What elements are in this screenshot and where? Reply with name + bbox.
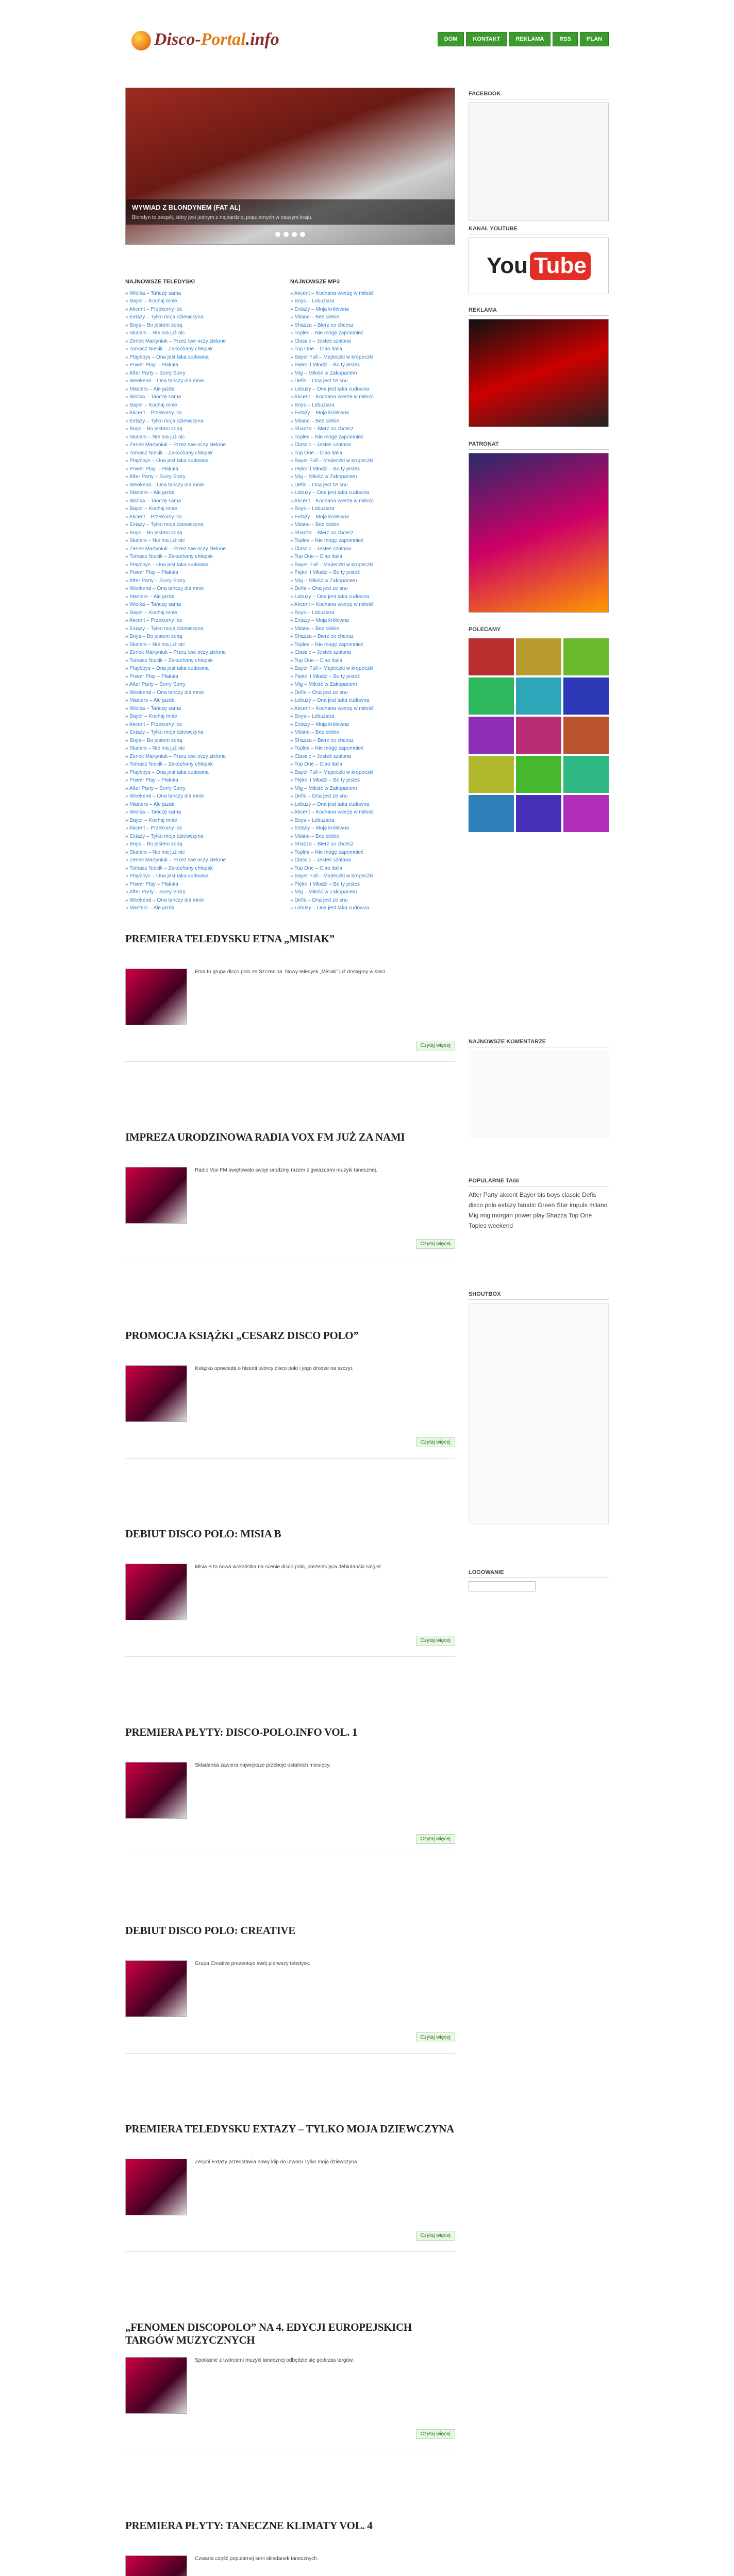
- song-link[interactable]: » Top One – Ciao italia: [290, 450, 342, 456]
- post-title[interactable]: PROMOCJA KSIĄŻKI „CESARZ DISCO POLO”: [125, 1329, 359, 1342]
- post-title[interactable]: IMPREZA URODZINOWA RADIA VOX FM JUŻ ZA NAMI: [125, 1131, 405, 1143]
- song-link[interactable]: » Power Play – Płakała: [125, 777, 178, 783]
- song-link[interactable]: » Bayer Full – Majteczki w kropeczki: [290, 562, 374, 568]
- song-link[interactable]: » After Party – Sorry Sorry: [125, 474, 186, 480]
- song-link[interactable]: » Akcent – Przekorny los: [125, 410, 182, 416]
- post-excerpt: Składanka zawiera największe przeboje ostatnich miesięcy.: [195, 1762, 331, 1768]
- song-link[interactable]: » Milano – Bez ciebie: [290, 625, 340, 632]
- song-link[interactable]: » Defis – Ona jest ze snu: [290, 897, 348, 903]
- comments-list: [469, 1050, 609, 1138]
- song-link[interactable]: » Wiolka – Tańczę sama: [125, 705, 181, 711]
- post-thumbnail[interactable]: [125, 969, 187, 1025]
- post-excerpt: Czwarta część popularnej serii składanek tanecznych.: [195, 2556, 319, 2562]
- post-thumbnail[interactable]: [125, 1960, 187, 2017]
- post-divider: [125, 1656, 455, 1657]
- song-link[interactable]: » Top One – Ciao italia: [290, 865, 342, 871]
- song-link[interactable]: » Akcent – Kochana wierzę w miłość: [290, 809, 374, 815]
- song-link[interactable]: » Shazza – Bierz co chcesz: [290, 530, 354, 536]
- album-cover[interactable]: [563, 795, 609, 832]
- song-link[interactable]: » Playboys – Ona jest taka cudowna: [125, 873, 209, 879]
- post-divider: [125, 2251, 455, 2252]
- read-more-button[interactable]: Czytaj więcej: [416, 1041, 455, 1050]
- song-link[interactable]: » Akcent – Przekorny los: [125, 306, 182, 312]
- song-link[interactable]: » Shazza – Bierz co chcesz: [290, 737, 354, 743]
- post-excerpt: Radio Vox FM świętowało swoje urodziny razem z gwiazdami muzyki tanecznej.: [195, 1167, 378, 1173]
- post-title[interactable]: „FENOMEN DISCOPOLO” NA 4. EDYCJI EUROPEJSKICH TARGÓW MUZYCZNYCH: [125, 2321, 412, 2346]
- song-link[interactable]: » Boys – Łobuziara: [290, 714, 335, 719]
- recommended-widget: POLECAMY: [469, 623, 609, 832]
- song-link[interactable]: » Power Play – Płakała: [125, 881, 178, 887]
- song-link[interactable]: » Shazza – Bierz co chcesz: [290, 634, 354, 639]
- song-link[interactable]: » Łobuzy – Ona jest taka cudowna: [290, 594, 370, 600]
- song-link[interactable]: » Weekend – Ona tańczy dla mnie: [125, 793, 204, 799]
- post-card: [125, 2123, 455, 2308]
- song-link[interactable]: » Masters – Ale jazda: [125, 490, 175, 496]
- song-link[interactable]: » Skalars – Nie ma już nic: [125, 538, 185, 544]
- song-link[interactable]: » Tomasz Niecik – Zakochany chłopak: [125, 346, 213, 352]
- post-card: [125, 1726, 455, 1911]
- shoutbox-widget: SHOUTBOX: [469, 1288, 609, 1524]
- song-link[interactable]: » After Party – Sorry Sorry: [125, 682, 186, 687]
- song-link[interactable]: » Akcent – Kochana wierzę w miłość: [290, 498, 374, 504]
- song-link[interactable]: » Top One – Ciao italia: [290, 657, 342, 664]
- song-link[interactable]: » Playboys – Ona jest taka cudowna: [125, 666, 209, 671]
- read-more-button[interactable]: Czytaj więcej: [416, 1834, 455, 1844]
- song-link[interactable]: » Classic – Jesteś szalona: [290, 650, 351, 655]
- song-link[interactable]: » Defis – Ona jest ze snu: [290, 793, 348, 799]
- song-link[interactable]: » Bayer – Kochaj mnie: [125, 817, 177, 823]
- nav-plan[interactable]: PLAN: [580, 32, 609, 46]
- post-divider: [125, 1458, 455, 1459]
- read-more-button[interactable]: Czytaj więcej: [416, 1437, 455, 1447]
- song-link[interactable]: » Top One – Ciao italia: [290, 346, 342, 352]
- song-link[interactable]: » Zenek Martyniuk – Przez twe oczy zielone: [125, 338, 226, 344]
- song-link[interactable]: » Classic – Jesteś szalona: [290, 546, 351, 552]
- album-cover[interactable]: [469, 677, 514, 715]
- post-card: [125, 2519, 455, 2576]
- album-cover[interactable]: [469, 756, 514, 793]
- song-link[interactable]: » Skalars – Nie ma już nic: [125, 330, 185, 336]
- song-link[interactable]: » Extazy – Moja królewna: [290, 514, 349, 520]
- nav-rss[interactable]: RSS: [553, 32, 578, 46]
- post-card: [125, 1924, 455, 2110]
- song-link[interactable]: » Boys – Bo jestem sobą: [125, 322, 182, 328]
- song-link[interactable]: » Playboys – Ona jest taka cudowna: [125, 562, 209, 568]
- song-link[interactable]: » Bayer – Kochaj mnie: [125, 298, 177, 304]
- album-cover[interactable]: [516, 638, 561, 675]
- read-more-button[interactable]: Czytaj więcej: [416, 1239, 455, 1249]
- post-excerpt: Misia B to nowa wokalistka na scenie disco polo, prezentująca debiutancki singiel.: [195, 1564, 382, 1570]
- song-link[interactable]: » Weekend – Ona tańczy dla mnie: [125, 482, 204, 488]
- song-link[interactable]: » Masters – Ale jazda: [125, 801, 175, 807]
- ad-widget: REKLAMA: [469, 304, 609, 427]
- post-thumbnail[interactable]: [125, 2159, 187, 2215]
- facebook-box[interactable]: [469, 103, 609, 221]
- song-link[interactable]: » Extazy – Tylko moja dziewczyna: [125, 730, 204, 735]
- song-link[interactable]: » Weekend – Ona tańczy dla mnie: [125, 586, 204, 591]
- song-link[interactable]: » Extazy – Moja królewna: [290, 410, 349, 416]
- song-link[interactable]: » Playboys – Ona jest taka cudowna: [125, 354, 209, 360]
- song-link[interactable]: » Boys – Łobuziara: [290, 402, 335, 408]
- song-link[interactable]: » Shazza – Bierz co chcesz: [290, 322, 354, 328]
- song-link[interactable]: » Classic – Jesteś szalona: [290, 442, 351, 448]
- nav-home[interactable]: DOM: [438, 32, 464, 46]
- song-link[interactable]: » Top One – Ciao italia: [290, 761, 342, 767]
- song-link[interactable]: » Mig – Miłość w Zakopanem: [290, 682, 357, 687]
- song-link[interactable]: » Milano – Bez ciebie: [290, 418, 340, 424]
- song-link[interactable]: » Skalars – Nie ma już nic: [125, 434, 185, 440]
- facebook-widget: FACEBOOK: [469, 88, 609, 221]
- song-link[interactable]: » Mig – Miłość w Zakopanem: [290, 785, 357, 791]
- song-link[interactable]: » Tomasz Niecik – Zakochany chłopak: [125, 450, 213, 456]
- song-link[interactable]: » Extazy – Tylko moja dziewczyna: [125, 625, 204, 632]
- song-link[interactable]: » Classic – Jesteś szalona: [290, 338, 351, 344]
- song-link[interactable]: » Extazy – Moja królewna: [290, 825, 349, 831]
- post-excerpt: Spotkanie z twórcami muzyki tanecznej odbędzie się podczas targów.: [195, 2358, 354, 2363]
- slider-dot[interactable]: [275, 232, 280, 237]
- song-link[interactable]: » Piękni i Młodzi – Bo ty jesteś: [290, 777, 360, 783]
- song-link[interactable]: » Extazy – Tylko moja dziewczyna: [125, 418, 204, 424]
- song-link[interactable]: » Masters – Ale jazda: [125, 594, 175, 600]
- song-link[interactable]: » Power Play – Płakała: [125, 673, 178, 680]
- song-link[interactable]: » Toples – Nie mogę zapomnieć: [290, 434, 364, 440]
- youtube-logo[interactable]: You Tube: [469, 238, 609, 294]
- post-excerpt: Książka opowiada o historii twórcy disco polo i jego drodze na szczyt.: [195, 1366, 354, 1371]
- song-link[interactable]: » Top One – Ciao italia: [290, 554, 342, 560]
- logo-disc-icon: [131, 31, 151, 50]
- slider-dot[interactable]: [300, 232, 305, 237]
- song-link[interactable]: » Power Play – Płakała: [125, 570, 178, 575]
- song-link[interactable]: » Boys – Łobuziara: [290, 609, 335, 616]
- song-link[interactable]: » Power Play – Płakała: [125, 466, 178, 472]
- top-navigation: [438, 32, 609, 46]
- song-link[interactable]: » Milano – Bez ciebie: [290, 730, 340, 735]
- song-link[interactable]: » Toples – Nie mogę zapomnieć: [290, 745, 364, 751]
- song-link[interactable]: » Mig – Miłość w Zakopanem: [290, 474, 357, 480]
- song-link[interactable]: » After Party – Sorry Sorry: [125, 578, 186, 584]
- album-cover[interactable]: [563, 717, 609, 754]
- post-title[interactable]: PREMIERA PŁYTY: DISCO-POLO.INFO VOL. 1: [125, 1726, 358, 1738]
- song-link[interactable]: » After Party – Sorry Sorry: [125, 785, 186, 791]
- nav-ads[interactable]: REKLAMA: [509, 32, 550, 46]
- song-link[interactable]: » Tomasz Niecik – Zakochany chłopak: [125, 554, 213, 560]
- post-title[interactable]: PREMIERA TELEDYSKU EXTAZY – TYLKO MOJA DZIEWCZYNA: [125, 2123, 454, 2135]
- login-field[interactable]: [469, 1581, 536, 1591]
- song-link[interactable]: » Wiolka – Tańczę sama: [125, 498, 181, 504]
- song-link[interactable]: » Boys – Bo jestem sobą: [125, 737, 182, 743]
- post-divider: [125, 1061, 455, 1062]
- song-link[interactable]: » Łobuzy – Ona jest taka cudowna: [290, 905, 370, 911]
- featured-slider[interactable]: [125, 88, 455, 245]
- album-cover[interactable]: [516, 795, 561, 832]
- song-link[interactable]: » After Party – Sorry Sorry: [125, 370, 186, 376]
- album-cover[interactable]: [469, 795, 514, 832]
- song-link[interactable]: » Bayer – Kochaj mnie: [125, 609, 177, 616]
- song-link[interactable]: » Extazy – Tylko moja dziewczyna: [125, 522, 204, 528]
- song-link[interactable]: » Łobuzy – Ona jest taka cudowna: [290, 698, 370, 703]
- song-link[interactable]: » Wiolka – Tańczę sama: [125, 394, 181, 400]
- song-link[interactable]: » Milano – Bez ciebie: [290, 833, 340, 839]
- song-link[interactable]: » Akcent – Kochana wierzę w miłość: [290, 290, 374, 296]
- song-link[interactable]: » Extazy – Tylko moja dziewczyna: [125, 314, 204, 320]
- song-link[interactable]: » Wiolka – Tańczę sama: [125, 290, 181, 296]
- post-excerpt: Etna to grupa disco polo ze Szczecina. Nowy teledysk „Misiak” już dostępny w sieci.: [195, 969, 387, 975]
- song-link[interactable]: » After Party – Sorry Sorry: [125, 889, 186, 895]
- song-link[interactable]: » Defis – Ona jest ze snu: [290, 482, 348, 488]
- song-link[interactable]: » Akcent – Przekorny los: [125, 514, 182, 520]
- song-link[interactable]: » Akcent – Kochana wierzę w miłość: [290, 705, 374, 711]
- song-link[interactable]: » Zenek Martyniuk – Przez twe oczy zielone: [125, 753, 226, 759]
- song-link[interactable]: » Wiolka – Tańczę sama: [125, 809, 181, 815]
- slider-dot[interactable]: [283, 232, 289, 237]
- song-link[interactable]: » Playboys – Ona jest taka cudowna: [125, 458, 209, 464]
- song-link[interactable]: » Defis – Ona jest ze snu: [290, 586, 348, 591]
- song-link[interactable]: » Boys – Łobuziara: [290, 817, 335, 823]
- song-link[interactable]: » Bayer – Kochaj mnie: [125, 714, 177, 719]
- patronage-poster[interactable]: [469, 453, 609, 613]
- song-link[interactable]: » Toples – Nie mogę zapomnieć: [290, 538, 364, 544]
- album-cover[interactable]: [469, 638, 514, 675]
- post-title[interactable]: DEBIUT DISCO POLO: CREATIVE: [125, 1924, 296, 1937]
- read-more-button[interactable]: Czytaj więcej: [416, 1636, 455, 1646]
- song-link[interactable]: » Bayer Full – Majteczki w kropeczki: [290, 458, 374, 464]
- song-link[interactable]: » Piękni i Młodzi – Bo ty jesteś: [290, 673, 360, 680]
- song-link[interactable]: » Mig – Miłość w Zakopanem: [290, 370, 357, 376]
- song-link[interactable]: » Tomasz Niecik – Zakochany chłopak: [125, 761, 213, 767]
- song-link[interactable]: » Masters – Ale jazda: [125, 905, 175, 911]
- song-link[interactable]: » Weekend – Ona tańczy dla mnie: [125, 897, 204, 903]
- song-link[interactable]: » Weekend – Ona tańczy dla mnie: [125, 689, 204, 696]
- post-thumbnail[interactable]: [125, 2555, 187, 2576]
- song-link[interactable]: » Zenek Martyniuk – Przez twe oczy zielone: [125, 442, 226, 448]
- song-link[interactable]: » Boys – Łobuziara: [290, 506, 335, 512]
- album-cover[interactable]: [563, 677, 609, 715]
- song-link[interactable]: » Boys – Łobuziara: [290, 298, 335, 304]
- post-divider: [125, 2053, 455, 2054]
- song-link[interactable]: » Wiolka – Tańczę sama: [125, 602, 181, 607]
- song-link[interactable]: » Akcent – Przekorny los: [125, 825, 182, 831]
- song-link[interactable]: » Weekend – Ona tańczy dla mnie: [125, 378, 204, 384]
- song-link[interactable]: » Toples – Nie mogę zapomnieć: [290, 330, 364, 336]
- song-link[interactable]: » Bayer – Kochaj mnie: [125, 506, 177, 512]
- read-more-button[interactable]: Czytaj więcej: [416, 2429, 455, 2439]
- song-link[interactable]: » Skalars – Nie ma już nic: [125, 849, 185, 855]
- read-more-button[interactable]: Czytaj więcej: [416, 2032, 455, 2042]
- login-widget: LOGOWANIE: [469, 1566, 609, 1591]
- nav-contact[interactable]: KONTAKT: [466, 32, 507, 46]
- tags-widget: POPULARNE TAGI After Party akcent Bayer bis boys classic Defis disco polo extazy fanatic Green Star impuls milano Mig mig morgan power play Shazza Top One Toples weekend: [469, 1175, 609, 1231]
- album-cover[interactable]: [563, 756, 609, 793]
- song-link[interactable]: » Playboys – Ona jest taka cudowna: [125, 769, 209, 775]
- song-link[interactable]: » Extazy – Moja królewna: [290, 306, 349, 312]
- song-link[interactable]: » Shazza – Bierz co chcesz: [290, 841, 354, 847]
- song-link[interactable]: » Mig – Miłość w Zakopanem: [290, 889, 357, 895]
- song-link[interactable]: » Milano – Bez ciebie: [290, 522, 340, 528]
- slider-caption: WYWIAD Z BLONDYNEM (FAT AL) Blondyn to zespół, który jest jednym z najbardziej popularnych w naszym kraju.: [126, 199, 455, 225]
- slider-dot[interactable]: [292, 232, 297, 237]
- song-link[interactable]: » Classic – Jesteś szalona: [290, 753, 351, 759]
- song-link[interactable]: » Łobuzy – Ona jest taka cudowna: [290, 490, 370, 496]
- tag-cloud[interactable]: After Party akcent Bayer bis boys classic Defis disco polo extazy fanatic Green Star impuls milano Mig mig morgan power play Shazza Top One Toples weekend: [469, 1191, 608, 1229]
- post-thumbnail[interactable]: [125, 1365, 187, 1422]
- post-excerpt: Zespół Extazy przedstawia nowy klip do utworu Tylko moja dziewczyna.: [195, 2159, 359, 2165]
- post-thumbnail[interactable]: [125, 2357, 187, 2414]
- comments-widget: NAJNOWSZE KOMENTARZE: [469, 1036, 609, 1138]
- page: [125, 0, 609, 2576]
- song-link[interactable]: » Bayer Full – Majteczki w kropeczki: [290, 873, 374, 879]
- song-link[interactable]: » Milano – Bez ciebie: [290, 314, 340, 320]
- song-link[interactable]: » Defis – Ona jest ze snu: [290, 689, 348, 696]
- post-thumbnail[interactable]: [125, 1564, 187, 1620]
- patronage-widget: PATRONAT: [469, 438, 609, 613]
- song-link[interactable]: » Piękni i Młodzi – Bo ty jesteś: [290, 881, 360, 887]
- post-title[interactable]: PREMIERA PŁYTY: TANECZNE KLIMATY VOL. 4: [125, 2519, 373, 2532]
- song-link[interactable]: » Boys – Bo jestem sobą: [125, 530, 182, 536]
- song-link[interactable]: » Defis – Ona jest ze snu: [290, 378, 348, 384]
- youtube-widget: KANAŁ YOUTUBE You Tube: [469, 223, 609, 294]
- song-link[interactable]: » Łobuzy – Ona jest taka cudowna: [290, 801, 370, 807]
- post-title[interactable]: DEBIUT DISCO POLO: MISIA B: [125, 1528, 281, 1540]
- song-link[interactable]: » Power Play – Płakała: [125, 362, 178, 368]
- song-link[interactable]: » Bayer – Kochaj mnie: [125, 402, 177, 408]
- song-link[interactable]: » Skalars – Nie ma już nic: [125, 641, 185, 648]
- album-cover[interactable]: [469, 717, 514, 754]
- song-link[interactable]: » Piękni i Młodzi – Bo ty jesteś: [290, 362, 360, 368]
- song-link[interactable]: » Zenek Martyniuk – Przez twe oczy zielone: [125, 546, 226, 552]
- song-link[interactable]: » Masters – Ale jazda: [125, 386, 175, 392]
- song-link[interactable]: » Skalars – Nie ma już nic: [125, 745, 185, 751]
- song-link[interactable]: » Piękni i Młodzi – Bo ty jesteś: [290, 570, 360, 575]
- song-link[interactable]: » Akcent – Kochana wierzę w miłość: [290, 602, 374, 607]
- song-link[interactable]: » Zenek Martyniuk – Przez twe oczy zielone: [125, 650, 226, 655]
- slider-dots: [275, 232, 305, 237]
- song-link[interactable]: » Bayer Full – Majteczki w kropeczki: [290, 769, 374, 775]
- album-cover[interactable]: [516, 717, 561, 754]
- song-link[interactable]: » Boys – Bo jestem sobą: [125, 426, 182, 432]
- song-link[interactable]: » Toples – Nie mogę zapomnieć: [290, 849, 364, 855]
- song-link[interactable]: » Akcent – Przekorny los: [125, 721, 182, 727]
- read-more-button[interactable]: Czytaj więcej: [416, 2231, 455, 2241]
- song-link[interactable]: » Łobuzy – Ona jest taka cudowna: [290, 386, 370, 392]
- song-link[interactable]: » Bayer Full – Majteczki w kropeczki: [290, 354, 374, 360]
- song-link[interactable]: » Akcent – Kochana wierzę w miłość: [290, 394, 374, 400]
- post-excerpt: Grupa Creative prezentuje swój pierwszy teledysk.: [195, 1961, 310, 1967]
- song-link[interactable]: » Bayer Full – Majteczki w kropeczki: [290, 666, 374, 671]
- album-cover[interactable]: [516, 677, 561, 715]
- song-link[interactable]: » Extazy – Moja królewna: [290, 721, 349, 727]
- post-card: [125, 933, 455, 1118]
- album-cover[interactable]: [563, 638, 609, 675]
- song-link[interactable]: » Tomasz Niecik – Zakochany chłopak: [125, 657, 213, 664]
- site-logo[interactable]: Disco-Portal.info: [131, 30, 279, 50]
- song-link[interactable]: » Extazy – Tylko moja dziewczyna: [125, 833, 204, 839]
- post-thumbnail[interactable]: [125, 1762, 187, 1819]
- header: [125, 0, 609, 88]
- song-link[interactable]: » Boys – Bo jestem sobą: [125, 841, 182, 847]
- post-card: [125, 1131, 455, 1316]
- song-link[interactable]: » Tomasz Niecik – Zakochany chłopak: [125, 865, 213, 871]
- post-card: [125, 1528, 455, 1713]
- post-card: [125, 2321, 455, 2506]
- song-link[interactable]: » Zenek Martyniuk – Przez twe oczy zielone: [125, 857, 226, 863]
- album-cover[interactable]: [516, 756, 561, 793]
- mp3-list: NAJNOWSZE MP3 » Akcent – Kochana wierzę w miłość » Boys – Łobuziara » Extazy – Moja królewna » Milano – Bez ciebie » Shazza – Bierz co chcesz » Toples – Nie mogę zapomnieć » Classic – Jesteś szalona » Top One – Ciao italia » Bayer Full – Majteczki w kropeczki » Piękni i Młodzi – Bo ty jesteś » Mig – Miłość w Zakopanem » Defis – Ona jest ze snu » Łobuzy – Ona jest taka cudowna » Akcent – Kochana wierzę w miłość » Boys – Łobuziara » Extazy – Moja królewna » Milano – Bez ciebie » Shazza – Bierz co chcesz » Toples – Nie mogę zapomnieć » Classic – Jesteś szalona » Top One – Ciao italia » Bayer Full – Majteczki w kropeczki » Piękni i Młodzi – Bo ty jesteś » Mig – Miłość w Zakopanem » Defis – Ona jest ze snu » Łobuzy – Ona jest taka cudowna » Akcent – Kochana wierzę w miłość » Boys – Łobuziara » Extazy – Moja królewna » Milano – Bez ciebie » Shazza – Bierz co chcesz » Toples – Nie mogę zapomnieć » Classic – Jesteś szalona » Top One – Ciao italia » Bayer Full – Majteczki w kropeczki » Piękni i Młodzi – Bo ty jesteś » Mig – Miłość w Zakopanem » Defis – Ona jest ze snu » Łobuzy – Ona jest taka cudowna » Akcent – Kochana wierzę w miłość » Boys – Łobuziara » Extazy – Moja królewna » Milano – Bez ciebie » Shazza – Bierz co chcesz » Toples – Nie mogę zapomnieć » Classic – Jesteś szalona » Top One – Ciao italia » Bayer Full – Majteczki w kropeczki » Piękni i Młodzi – Bo ty jesteś » Mig – Miłość w Zakopanem » Defis – Ona jest ze snu » Łobuzy – Ona jest taka cudowna » Akcent – Kochana wierzę w miłość » Boys – Łobuziara » Extazy – Moja królewna » Milano – Bez ciebie » Shazza – Bierz co chcesz » Toples – Nie mogę zapomnieć » Classic – Jesteś szalona » Top One – Ciao italia » Bayer Full – Majteczki w kropeczki » Piękni i Młodzi – Bo ty jesteś » Mig – Miłość w Zakopanem » Defis – Ona jest ze snu » Łobuzy – Ona jest taka cudowna » Akcent – Kochana wierzę w miłość » Boys – Łobuziara » Extazy – Moja królewna » Milano – Bez ciebie » Shazza – Bierz co chcesz » Toples – Nie mogę zapomnieć » Classic – Jesteś szalona » Top One – Ciao italia » Bayer Full – Majteczki w kropeczki » Piękni i Młodzi – Bo ty jesteś » Mig – Miłość w Zakopanem » Defis – Ona jest ze snu » Łobuzy – Ona jest taka cudowna: [290, 278, 445, 912]
- song-link[interactable]: » Shazza – Bierz co chcesz: [290, 426, 354, 432]
- song-link[interactable]: » Mig – Miłość w Zakopanem: [290, 578, 357, 584]
- song-link[interactable]: » Akcent – Przekorny los: [125, 618, 182, 623]
- song-link[interactable]: » Extazy – Moja królewna: [290, 618, 349, 623]
- song-link[interactable]: » Piękni i Młodzi – Bo ty jesteś: [290, 466, 360, 472]
- song-link[interactable]: » Classic – Jesteś szalona: [290, 857, 351, 863]
- post-title[interactable]: PREMIERA TELEDYSKU ETNA „MISIAK”: [125, 933, 335, 945]
- song-link[interactable]: » Toples – Nie mogę zapomnieć: [290, 641, 364, 648]
- post-thumbnail[interactable]: [125, 1167, 187, 1224]
- song-link[interactable]: » Masters – Ale jazda: [125, 698, 175, 703]
- post-card: [125, 1329, 455, 1515]
- ad-banner[interactable]: [469, 319, 609, 427]
- shoutbox-messages: [469, 1303, 609, 1524]
- song-link[interactable]: » Boys – Bo jestem sobą: [125, 634, 182, 639]
- video-list: NAJNOWSZE TELEDYSKI » Wiolka – Tańczę sama » Bayer – Kochaj mnie » Akcent – Przekorny los » Extazy – Tylko moja dziewczyna » Boys – Bo jestem sobą » Skalars – Nie ma już nic » Zenek Martyniuk – Przez twe oczy zielone » Tomasz Niecik – Zakochany chłopak » Playboys – Ona jest taka cudowna » Power Play – Płakała » After Party – Sorry Sorry » Weekend – Ona tańczy dla mnie » Masters – Ale jazda » Wiolka – Tańczę sama » Bayer – Kochaj mnie » Akcent – Przekorny los » Extazy – Tylko moja dziewczyna » Boys – Bo jestem sobą » Skalars – Nie ma już nic » Zenek Martyniuk – Przez twe oczy zielone » Tomasz Niecik – Zakochany chłopak » Playboys – Ona jest taka cudowna » Power Play – Płakała » After Party – Sorry Sorry » Weekend – Ona tańczy dla mnie » Masters – Ale jazda » Wiolka – Tańczę sama » Bayer – Kochaj mnie » Akcent – Przekorny los » Extazy – Tylko moja dziewczyna » Boys – Bo jestem sobą » Skalars – Nie ma już nic » Zenek Martyniuk – Przez twe oczy zielone » Tomasz Niecik – Zakochany chłopak » Playboys – Ona jest taka cudowna » Power Play – Płakała » After Party – Sorry Sorry » Weekend – Ona tańczy dla mnie » Masters – Ale jazda » Wiolka – Tańczę sama » Bayer – Kochaj mnie » Akcent – Przekorny los » Extazy – Tylko moja dziewczyna » Boys – Bo jestem sobą » Skalars – Nie ma już nic » Zenek Martyniuk – Przez twe oczy zielone » Tomasz Niecik – Zakochany chłopak » Playboys – Ona jest taka cudowna » Power Play – Płakała » After Party – Sorry Sorry » Weekend – Ona tańczy dla mnie » Masters – Ale jazda » Wiolka – Tańczę sama » Bayer – Kochaj mnie » Akcent – Przekorny los » Extazy – Tylko moja dziewczyna » Boys – Bo jestem sobą » Skalars – Nie ma już nic » Zenek Martyniuk – Przez twe oczy zielone » Tomasz Niecik – Zakochany chłopak » Playboys – Ona jest taka cudowna » Power Play – Płakała » After Party – Sorry Sorry » Weekend – Ona tańczy dla mnie » Masters – Ale jazda » Wiolka – Tańczę sama » Bayer – Kochaj mnie » Akcent – Przekorny los » Extazy – Tylko moja dziewczyna » Boys – Bo jestem sobą » Skalars – Nie ma już nic » Zenek Martyniuk – Przez twe oczy zielone » Tomasz Niecik – Zakochany chłopak » Playboys – Ona jest taka cudowna » Power Play – Płakała » After Party – Sorry Sorry » Weekend – Ona tańczy dla mnie » Masters – Ale jazda: [125, 278, 280, 912]
